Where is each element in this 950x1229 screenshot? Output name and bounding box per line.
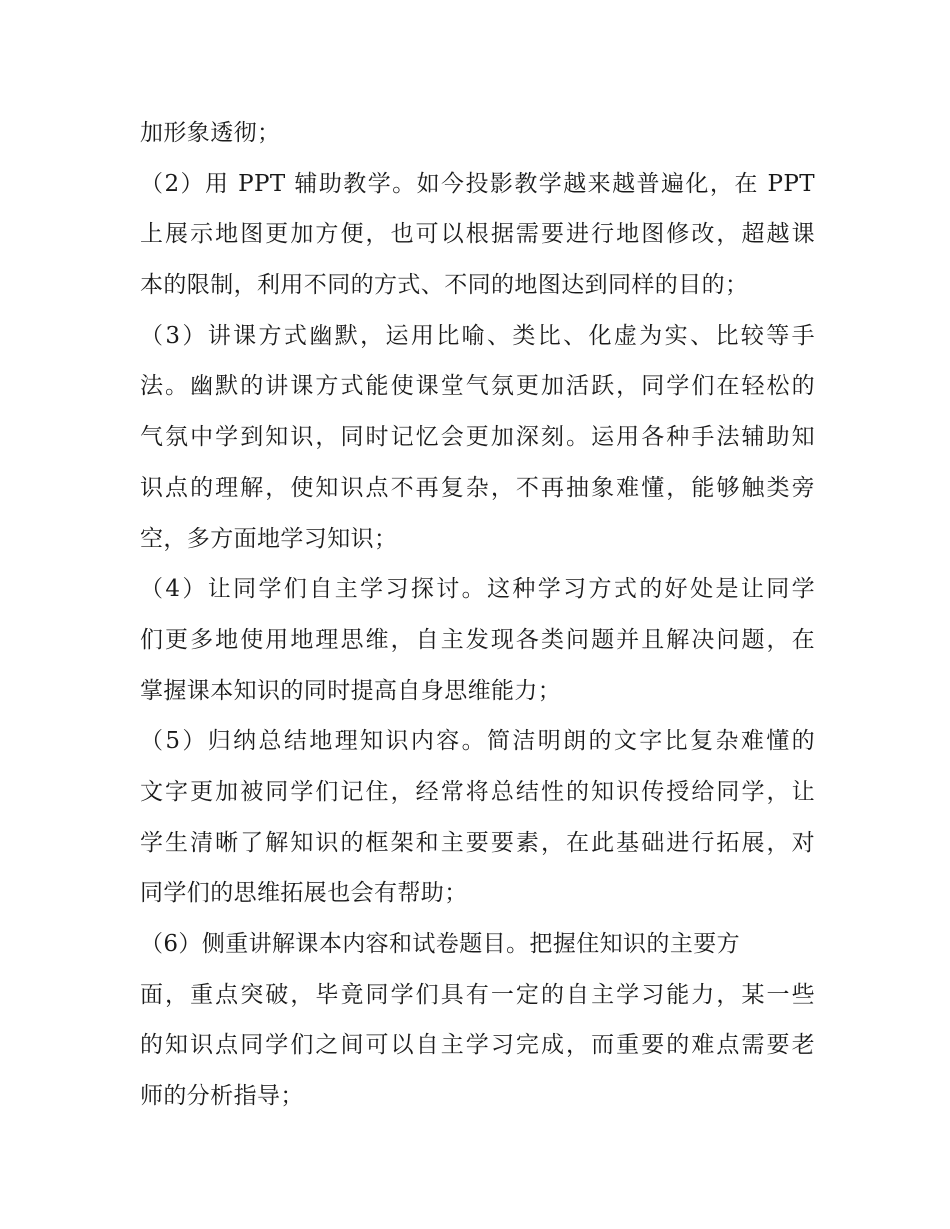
text-line: 上展示地图更加方便，也可以根据需要进行地图修改，超越课 <box>140 221 815 248</box>
text-line: （5）归纳总结地理知识内容。简洁明朗的文字比复杂难懂的 <box>140 728 815 755</box>
text-line: 掌握课本知识的同时提高自身思维能力； <box>140 677 562 704</box>
document-body <box>140 108 815 1122</box>
text-line: 加形象透彻； <box>140 120 281 146</box>
text-line: 师的分析指导； <box>140 1083 304 1110</box>
text-line: （6）侧重讲解课本内容和试卷题目。把握住知识的主要方 <box>140 931 741 957</box>
text-line: 面，重点突破，毕竟同学们具有一定的自主学习能力，某一些 <box>140 981 815 1008</box>
text-line: 空，多方面地学习知识； <box>140 525 398 552</box>
text-line: 识点的理解，使知识点不再复杂，不再抽象难懂，能够触类旁 <box>140 474 815 501</box>
text-line: 法。幽默的讲课方式能使课堂气氛更加活跃，同学们在轻松的 <box>140 373 815 400</box>
text-line: 们更多地使用地理思维，自主发现各类问题并且解决问题，在 <box>140 626 815 653</box>
text-line: （3）讲课方式幽默，运用比喻、类比、化虚为实、比较等手 <box>140 322 815 349</box>
text-line: 文字更加被同学们记住，经常将总结性的知识传授给同学，让 <box>140 778 815 805</box>
text-line: （4）让同学们自主学习探讨。这种学习方式的好处是让同学 <box>140 576 815 603</box>
text-line: 气氛中学到知识，同时记忆会更加深刻。运用各种手法辅助知 <box>140 424 815 451</box>
text-line: 同学们的思维拓展也会有帮助； <box>140 880 468 907</box>
text-line: 本的限制，利用不同的方式、不同的地图达到同样的目的； <box>140 272 749 299</box>
text-line: （2）用 PPT 辅助教学。如今投影教学越来越普遍化，在 PPT <box>140 170 815 197</box>
text-line: 学生清晰了解知识的框架和主要要素，在此基础进行拓展，对 <box>140 829 815 856</box>
text-line: 的知识点同学们之间可以自主学习完成，而重要的难点需要老 <box>140 1032 815 1059</box>
